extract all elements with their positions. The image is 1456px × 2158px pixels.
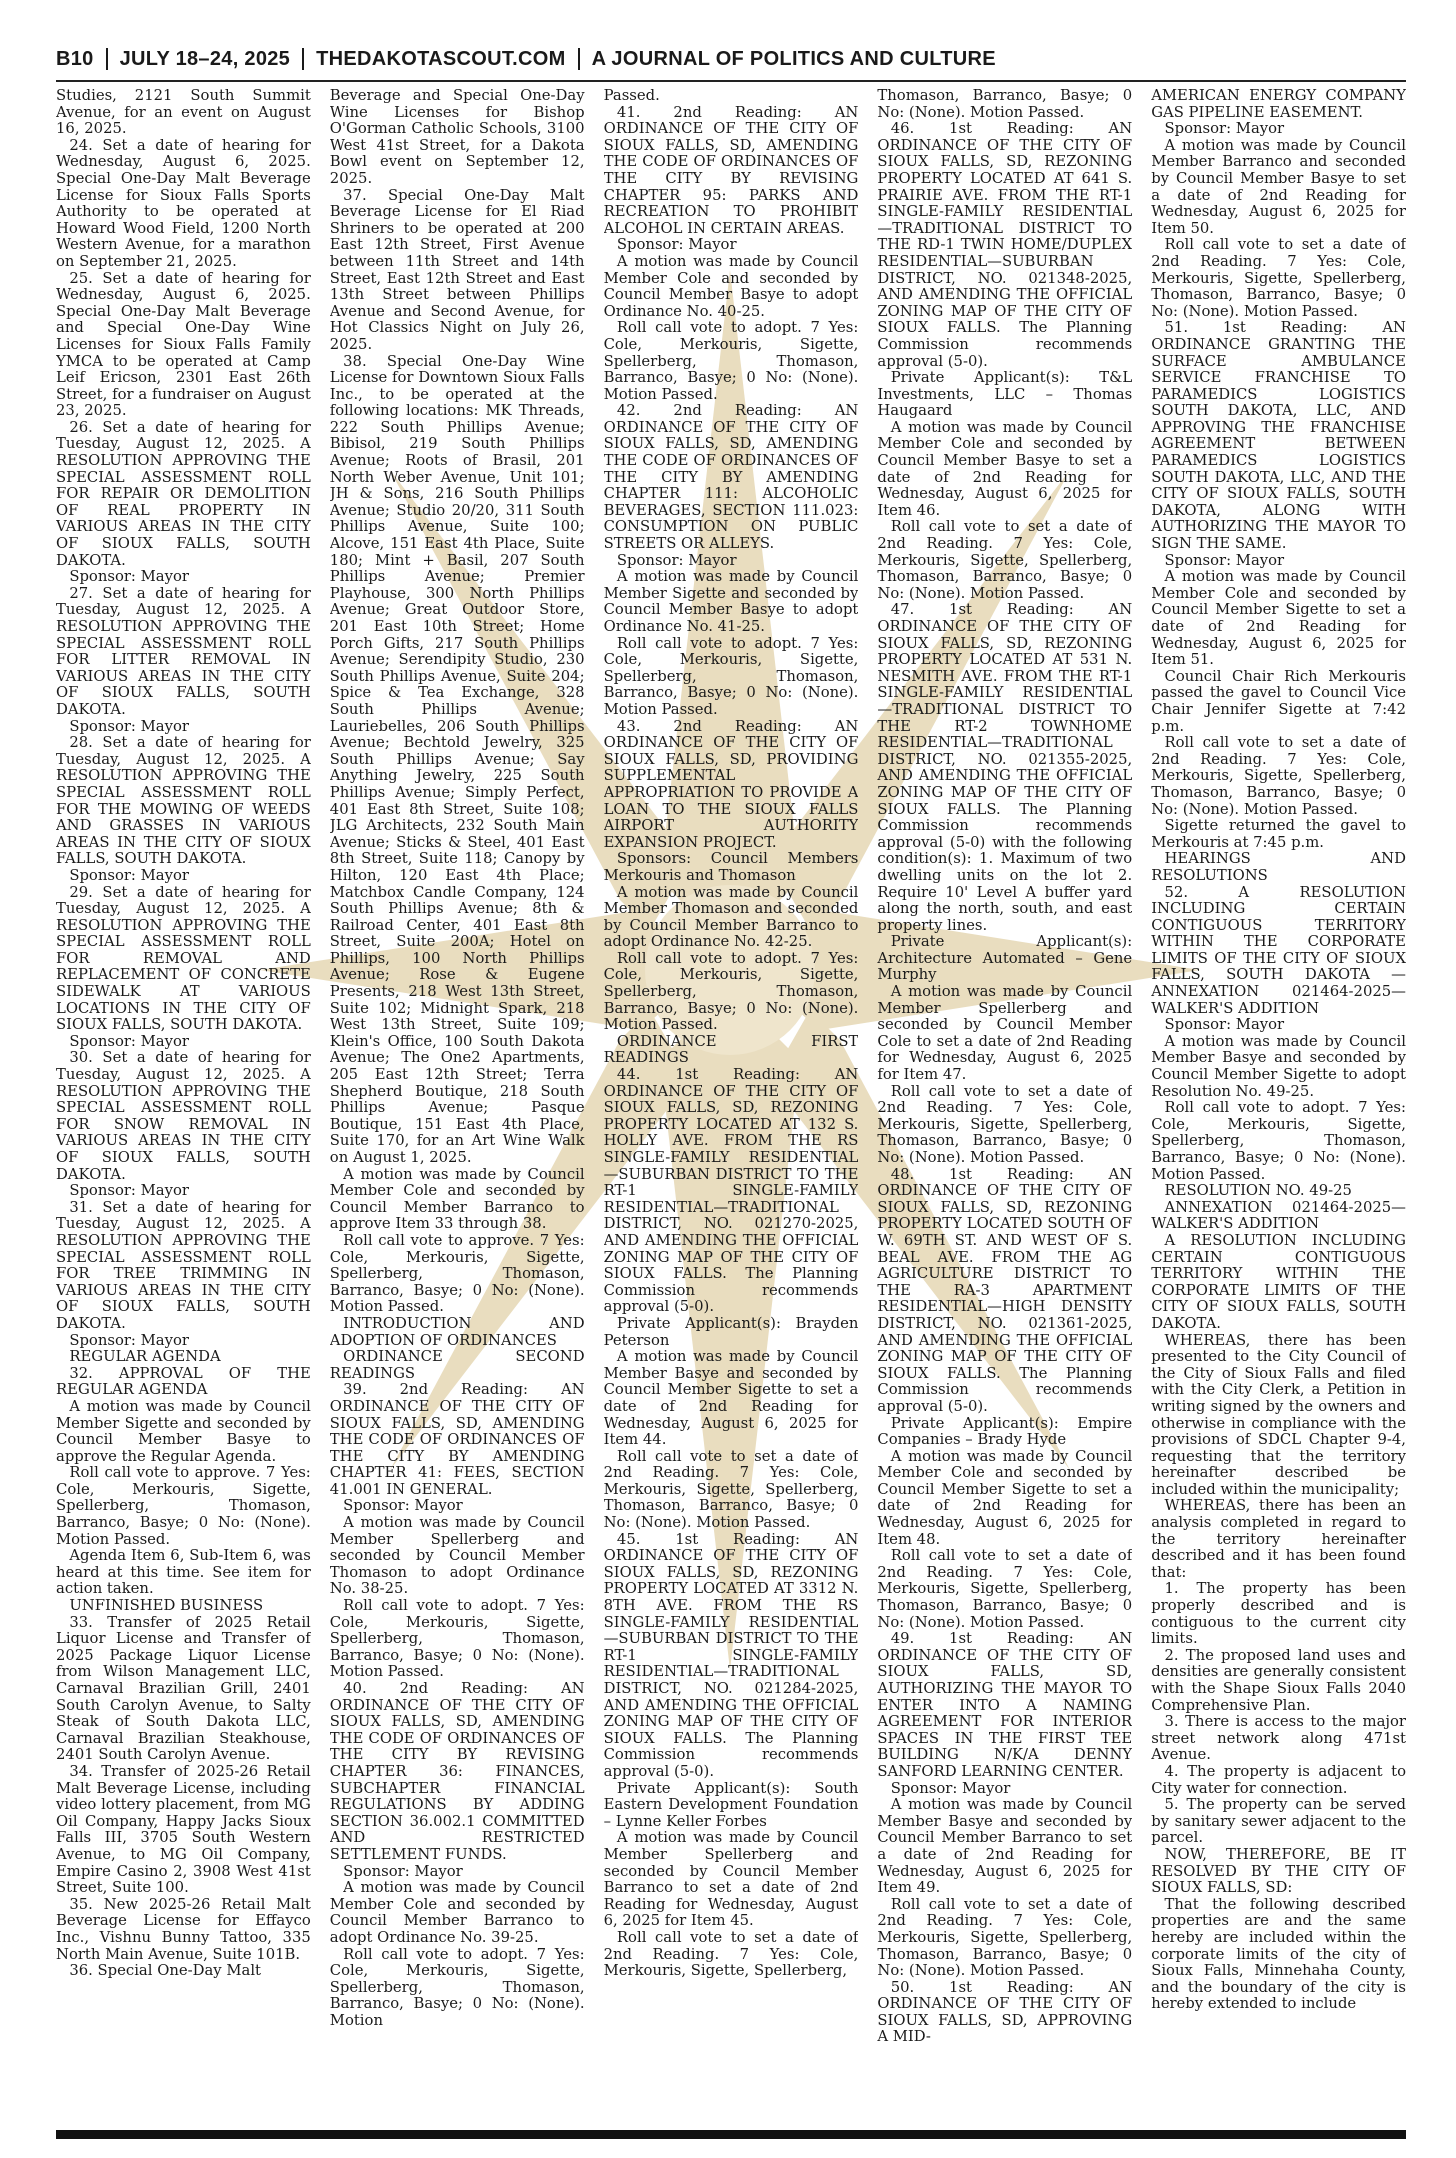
header-rule xyxy=(56,80,1406,82)
paragraph: A motion was made by Council Member Sigette and seconded by Council Member Basye to adopt Ordinance No. 41-25. xyxy=(603,568,859,635)
paragraph: A motion was made by Council Member Cole and seconded by Council Member Sigette to set a date of 2nd Reading for Wednesday, August 6, 2025 for Item 51. xyxy=(1151,568,1406,669)
paragraph: Private Applicant(s): South Eastern Development Foundation – Lynne Keller Forbes xyxy=(603,1779,859,1830)
paragraph: Sponsor: Mayor xyxy=(69,866,189,884)
paragraph: Roll call vote to set a date of 2nd Reading. 7 Yes: Cole, Merkouris, Sigette, Spellerberg, xyxy=(603,1928,859,1980)
paragraph: A motion was made by Council Member Cole and seconded by Council Member Barranco to approve Item 33 through 38. xyxy=(329,1165,585,1233)
paragraph: UNFINISHED BUSINESS xyxy=(69,1597,264,1615)
paragraph: Roll call vote to set a date of 2nd Reading. 7 Yes: Cole, Merkouris, Sigette, Spellerberg, Thomason, Barranco, Basye; 0 No: (None). Motion Passed. xyxy=(877,518,1133,602)
paragraph: A motion was made by Council Member Cole and seconded by Council Member Barranco to adopt Ordinance No. 39-25. xyxy=(329,1879,585,1946)
paragraph: 37. Special One-Day Malt Beverage License for El Riad Shriners to be operated at 200 East 12th Street, First Avenue between 11th Street and 14th Street, East 12th Street and East 13th Street between Phillips Avenue and Second Avenue, for Hot Classics Night on July 26, 2025. xyxy=(329,186,585,353)
paragraph: Sponsor: Mayor xyxy=(616,551,737,569)
paragraph: Sponsor: Mayor xyxy=(1164,1016,1285,1034)
paragraph: 50. 1st Reading: AN ORDINANCE OF THE CITY OF SIOUX FALLS, SD, APPROVING A MID- xyxy=(877,1978,1133,2046)
text-column-5 xyxy=(1151,88,1406,2124)
paragraph: 30. Set a date of hearing for Tuesday, August 12, 2025. A RESOLUTION APPROVING THE SPECIAL ASSESSMENT ROLL FOR SNOW REMOVAL IN VARIOUS AREAS IN THE CITY OF SIOUX FALLS, SOUTH DAKOTA. xyxy=(56,1049,311,1183)
paragraph: 27. Set a date of hearing for Tuesday, August 12, 2025. A RESOLUTION APPROVING THE SPECIAL ASSESSMENT ROLL FOR LITTER REMOVAL IN VARIOUS AREAS IN THE CITY OF SIOUX FALLS, SOUTH DAKOTA. xyxy=(56,584,311,718)
paragraph: Sponsor: Mayor xyxy=(616,236,737,254)
paragraph: INTRODUCTION AND ADOPTION OF ORDINANCES xyxy=(329,1314,585,1349)
paragraph: A motion was made by Council Member Cole and seconded by Council Member Basye to adopt Ordinance No. 40-25. xyxy=(603,252,859,320)
paragraph: A motion was made by Council Member Cole and seconded by Council Member Sigette to set a date of 2nd Reading for Wednesday, August 6, 2025 for Item 48. xyxy=(877,1447,1133,1548)
paragraph: 43. 2nd Reading: AN ORDINANCE OF THE CITY OF SIOUX FALLS, SD, PROVIDING SUPPLEMENTAL APPROPRIATION TO PROVIDE A LOAN TO THE SIOUX FALLS AIRPORT AUTHORITY EXPANSION PROJECT. xyxy=(603,717,859,851)
paragraph: 2. The proposed land uses and densities are generally consistent with the Shape Sioux Falls 2040 Comprehensive Plan. xyxy=(1151,1646,1406,1714)
publication-tagline: A JOURNAL OF POLITICS AND CULTURE xyxy=(591,47,996,70)
paragraph: 1. The property has been properly described and is contiguous to the current city limits. xyxy=(1151,1580,1406,1648)
paragraph: REGULAR AGENDA xyxy=(69,1348,221,1366)
paragraph: Thomason, Barranco, Basye; 0 No: (None). Motion Passed. xyxy=(877,88,1133,121)
paragraph: Roll call vote to set a date of 2nd Reading. 7 Yes: Cole, Merkouris, Sigette, Spellerberg, Thomason, Barranco, Basye; 0 No: (None). Motion Passed. xyxy=(877,1547,1133,1631)
paragraph: A motion was made by Council Member Basye and seconded by Council Member Sigette to set a date of 2nd Reading for Wednesday, August 6, 2025 for Item 44. xyxy=(603,1348,859,1449)
paragraph: WHEREAS, there has been an analysis completed in regard to the territory hereinafter described and it has been found that: xyxy=(1151,1497,1406,1581)
paragraph: 39. 2nd Reading: AN ORDINANCE OF THE CITY OF SIOUX FALLS, SD, AMENDING THE CODE OF ORDINANCES OF THE CITY BY AMENDING CHAPTER 41: FEES, SECTION 41.001 IN GENERAL. xyxy=(329,1381,585,1498)
paragraph: A motion was made by Council Member Basye and seconded by Council Member Sigette to adopt Resolution No. 49-25. xyxy=(1151,1032,1406,1100)
paragraph: Sigette returned the gavel to Merkouris at 7:45 p.m. xyxy=(1151,817,1406,851)
paragraph: Roll call vote to set a date of 2nd Reading. 7 Yes: Cole, Merkouris, Sigette, Spellerberg, Thomason, Barranco, Basye; 0 No: (None). Motion Passed. xyxy=(1151,236,1406,320)
paragraph: Agenda Item 6, Sub-Item 6, was heard at this time. See item for action taken. xyxy=(56,1547,311,1598)
paragraph: Roll call vote to set a date of 2nd Reading. 7 Yes: Cole, Merkouris, Sigette, Spellerberg, Thomason, Barranco, Basye; 0 No: (None). Motion Passed. xyxy=(877,1082,1133,1166)
paragraph: Sponsor: Mayor xyxy=(1164,551,1285,569)
paragraph: That the following described properties are and the same hereby are included within the corporate limits of the city of Sioux Falls, Minnehaha County, and the boundary of the city is hereby extended to include xyxy=(1151,1895,1406,2013)
paragraph: WHEREAS, there has been presented to the City Council of the City of Sioux Falls and filed with the City Clerk, a Petition in writing signed by the owners and otherwise in compliance with the provisions of SDCL Chapter 9-4, requesting that the territory hereinafter described be included within the municipality; xyxy=(1151,1331,1406,1498)
page-header xyxy=(56,44,1406,74)
paragraph: Sponsor: Mayor xyxy=(890,1779,1011,1797)
paragraph: 33. Transfer of 2025 Retail Liquor License and Transfer of 2025 Package Liquor License from Wilson Management LLC, Carnaval Brazilian Grill, 2401 South Carolyn Avenue, to Salty Steak of South Dakota LLC, Carnaval Brazilian Steakhouse, 2401 South Carolyn Avenue. xyxy=(56,1613,311,1764)
paragraph: 48. 1st Reading: AN ORDINANCE OF THE CITY OF SIOUX FALLS, SD, REZONING PROPERTY LOCATED SOUTH OF W. 69TH ST. AND WEST OF S. BEAL AVE. FROM THE AG AGRICULTURE DISTRICT TO THE RA-3 APARTMENT RESIDENTIAL—HIGH DENSITY DISTRICT, NO. 021361-2025, AND AMENDING THE OFFICIAL ZONING MAP OF THE CITY OF SIOUX FALLS. The Planning Commission recommends approval (5-0). xyxy=(877,1165,1133,1415)
paragraph: Private Applicant(s): Architecture Automated – Gene Murphy xyxy=(877,933,1133,984)
paragraph: Sponsor: Mayor xyxy=(343,1862,463,1880)
paragraph: Private Applicant(s): T&L Investments, LLC – Thomas Haugaard xyxy=(877,369,1133,420)
paragraph: Sponsors: Council Members Merkouris and Thomason xyxy=(603,850,859,884)
paragraph: A motion was made by Council Member Sigette and seconded by Council Member Basye to approve the Regular Agenda. xyxy=(56,1397,311,1465)
paragraph: 38. Special One-Day Wine License for Downtown Sioux Falls Inc., to be operated at the following locations: MK Threads, 222 South Phillips Avenue; Bibisol, 219 South Phillips Avenue; Roots of Brasil, 201 North Weber Avenue, Unit 101; JH & Sons, 216 South Phillips Avenue; Studio 20/20, 311 South Phillips Avenue, Suite 100; Alcove, 151 East 4th Place, Suite 180; Mint + Basil, 207 South Phillips Avenue; Premier Playhouse, 300 North Phillips Avenue; Great Outdoor Store, 201 East 10th Street; Home Porch Gifts, 217 South Phillips Avenue; Serendipity Studio, 230 South Phillips Avenue, Suite 204; Spice & Tea Exchange, 328 South Phillips Avenue; Lauriebelles, 206 South Phillips Avenue; Bechtold Jewelry, 325 South Phillips Avenue; Say Anything Jewelry, 225 South Phillips Avenue; Simply Perfect, 401 East 8th Street, Suite 108; JLG Architects, 232 South Main Avenue; Sticks & Steel, 401 East 8th Street, Suite 118; Canopy by Hilton, 120 East 4th Place; Matchbox Candle Company, 124 South Phillips Avenue; 8th & Railroad Center, 401 East 8th Street, Suite 200A; Hotel on Phillips, 100 North Phillips Avenue; Rose & Eugene Presents, 218 West 13th Street, Suite 102; Midnight Spark, 218 West 13th Street, Suite 109; Klein's Office, 100 South Dakota Avenue; The One2 Apartments, 205 East 12th Street; Terra Shepherd Boutique, 218 South Phillips Avenue; Pasque Boutique, 151 East 4th Place, Suite 170, for an Art Wine Walk on August 1, 2025. xyxy=(329,352,585,1166)
paragraph: A motion was made by Council Member Cole and seconded by Council Member Basye to set a date of 2nd Reading for Wednesday, August 6, 2025 for Item 46. xyxy=(877,418,1133,519)
paragraph: Roll call vote to approve. 7 Yes: Cole, Merkouris, Sigette, Spellerberg, Thomason, Barranco, Basye; 0 No: (None). Motion Passed. xyxy=(329,1231,585,1316)
site-name: THEDAKOTASCOUT.COM xyxy=(316,47,566,70)
text-column-3 xyxy=(604,88,859,2124)
article-columns xyxy=(56,88,1406,2124)
paragraph: A motion was made by Council Member Spellerberg and seconded by Council Member Thomason to adopt Ordinance No. 38-25. xyxy=(329,1514,585,1598)
paragraph: Private Applicant(s): Brayden Peterson xyxy=(603,1314,859,1349)
text-column-2 xyxy=(330,88,585,2124)
paragraph: Beverage and Special One-Day Wine Licenses for Bishop O'Gorman Catholic Schools, 3100 West 41st Street, for a Dakota Bowl event on September 12, 2025. xyxy=(329,88,585,187)
text-column-4 xyxy=(877,88,1132,2124)
paragraph: 34. Transfer of 2025-26 Retail Malt Beverage License, including video lottery placement, from MG Oil Company, Happy Jacks Sioux Falls III, 3705 South Western Avenue, to MG Oil Company, Empire Casino 2, 3908 West 41st Street, Suite 100. xyxy=(56,1762,311,1897)
paragraph: 29. Set a date of hearing for Tuesday, August 12, 2025. A RESOLUTION APPROVING THE SPECIAL ASSESSMENT ROLL FOR REMOVAL AND REPLACEMENT OF CONCRETE SIDEWALK AT VARIOUS LOCATIONS IN THE CITY OF SIOUX FALLS, SOUTH DAKOTA. xyxy=(56,883,311,1034)
paragraph: Council Chair Rich Merkouris passed the gavel to Council Vice Chair Jennifer Sigette at 7:42 p.m. xyxy=(1151,667,1406,735)
paragraph: A motion was made by Council Member Spellerberg and seconded by Council Member Cole to set a date of 2nd Reading for Wednesday, August 6, 2025 for Item 47. xyxy=(877,983,1133,1084)
paragraph: Studies, 2121 South Summit Avenue, for an event on August 16, 2025. xyxy=(56,88,311,138)
paragraph: Roll call vote to approve. 7 Yes: Cole, Merkouris, Sigette, Spellerberg, Thomason, Barranco, Basye; 0 No: (None). Motion Passed. xyxy=(56,1464,311,1548)
header-divider xyxy=(578,48,580,70)
paragraph: Sponsor: Mayor xyxy=(343,1497,463,1515)
text-column-1 xyxy=(56,88,311,2124)
paragraph: 3. There is access to the major street network along 471st Avenue. xyxy=(1151,1713,1406,1764)
paragraph: 24. Set a date of hearing for Wednesday, August 6, 2025. Special One-Day Malt Beverage License for Sioux Falls Sports Authority to be operated at Howard Wood Field, 1200 North Western Avenue, for a marathon on September 21, 2025. xyxy=(56,136,311,270)
paragraph: ANNEXATION 021464-2025—WALKER'S ADDITION xyxy=(1151,1198,1406,1233)
paragraph: 32. APPROVAL OF THE REGULAR AGENDA xyxy=(56,1364,311,1399)
paragraph: Roll call vote to adopt. 7 Yes: Cole, Merkouris, Sigette, Spellerberg, Thomason, Barranco, Basye; 0 No: (None). Motion Passed. xyxy=(603,319,859,403)
paragraph: ORDINANCE SECOND READINGS xyxy=(329,1348,585,1382)
paragraph: AMERICAN ENERGY COMPANY GAS PIPELINE EASEMENT. xyxy=(1151,88,1406,121)
paragraph: 52. A RESOLUTION INCLUDING CERTAIN CONTIGUOUS TERRITORY WITHIN THE CORPORATE LIMITS OF THE CITY OF SIOUX FALLS, SOUTH DAKOTA — ANNEXATION 021464-2025—WALKER'S ADDITION xyxy=(1151,883,1406,1017)
paragraph: Sponsor: Mayor xyxy=(69,1032,189,1050)
paragraph: 47. 1st Reading: AN ORDINANCE OF THE CITY OF SIOUX FALLS, SD, REZONING PROPERTY LOCATED AT 531 N. NESMITH AVE. FROM THE RT-1 SINGLE-FAMILY RESIDENTIAL—TRADITIONAL DISTRICT TO THE RT-2 TOWNHOME RESIDENTIAL—TRADITIONAL DISTRICT, NO. 021355-2025, AND AMENDING THE OFFICIAL ZONING MAP OF THE CITY OF SIOUX FALLS. The Planning Commission recommends approval (5-0) with the following condition(s): 1. Maximum of two dwelling units on the lot 2. Require 10' Level A buffer yard along the north, south, and east property lines. xyxy=(877,601,1133,934)
paragraph: Sponsor: Mayor xyxy=(69,1182,189,1200)
paragraph: 41. 2nd Reading: AN ORDINANCE OF THE CITY OF SIOUX FALLS, SD, AMENDING THE CODE OF ORDINANCES OF THE CITY BY REVISING CHAPTER 95: PARKS AND RECREATION TO PROHIBIT ALCOHOL IN CERTAIN AREAS. xyxy=(603,103,859,237)
paragraph: 28. Set a date of hearing for Tuesday, August 12, 2025. A RESOLUTION APPROVING THE SPECIAL ASSESSMENT ROLL FOR THE MOWING OF WEEDS AND GRASSES IN VARIOUS AREAS IN THE CITY OF SIOUX FALLS, SOUTH DAKOTA. xyxy=(56,734,311,868)
paragraph: A motion was made by Council Member Thomason and seconded by Council Member Barranco to adopt Ordinance No. 42-25. xyxy=(603,883,859,951)
paragraph: Private Applicant(s): Empire Companies – Brady Hyde xyxy=(877,1414,1133,1449)
paragraph: 25. Set a date of hearing for Wednesday, August 6, 2025. Special One-Day Malt Beverage and Special One-Day Wine Licenses for Sioux Falls Family YMCA to be operated at Camp Leif Ericson, 2301 East 26th Street, for a fundraiser on August 23, 2025. xyxy=(56,269,311,420)
paragraph: 49. 1st Reading: AN ORDINANCE OF THE CITY OF SIOUX FALLS, SD, AUTHORIZING THE MAYOR TO ENTER INTO A NAMING AGREEMENT FOR INTERIOR SPACES IN THE FIRST TEE BUILDING N/K/A DENNY SANFORD LEARNING CENTER. xyxy=(877,1630,1133,1780)
footer-rule xyxy=(56,2130,1406,2139)
paragraph: 40. 2nd Reading: AN ORDINANCE OF THE CITY OF SIOUX FALLS, SD, AMENDING THE CODE OF ORDINANCES OF THE CITY BY REVISING CHAPTER 36: FINANCES, SUBCHAPTER FINANCIAL REGULATIONS BY ADDING SECTION 36.002.1 COMMITTED AND RESTRICTED SETTLEMENT FUNDS. xyxy=(329,1680,585,1863)
paragraph: Passed. xyxy=(603,88,660,104)
paragraph: RESOLUTION NO. 49-25 xyxy=(1164,1182,1352,1200)
paragraph: 45. 1st Reading: AN ORDINANCE OF THE CITY OF SIOUX FALLS, SD, REZONING PROPERTY LOCATED AT 3312 N. 8TH AVE. FROM THE RS SINGLE-FAMILY RESIDENTIAL—SUBURBAN DISTRICT TO THE RT-1 SINGLE-FAMILY RESIDENTIAL—TRADITIONAL DISTRICT, NO. 021284-2025, AND AMENDING THE OFFICIAL ZONING MAP OF THE CITY OF SIOUX FALLS. The Planning Commission recommends approval (5-0). xyxy=(603,1530,859,1780)
paragraph: A motion was made by Council Member Basye and seconded by Council Member Barranco to set a date of 2nd Reading for Wednesday, August 6, 2025 for Item 49. xyxy=(877,1796,1133,1897)
paragraph: 46. 1st Reading: AN ORDINANCE OF THE CITY OF SIOUX FALLS, SD, REZONING PROPERTY LOCATED AT 641 S. PRAIRIE AVE. FROM THE RT-1 SINGLE-FAMILY RESIDENTIAL—TRADITIONAL DISTRICT TO THE RD-1 TWIN HOME/DUPLEX RESIDENTIAL—SUBURBAN DISTRICT, NO. 021348-2025, AND AMENDING THE OFFICIAL ZONING MAP OF THE CITY OF SIOUX FALLS. The Planning Commission recommends approval (5-0). xyxy=(877,120,1133,370)
paragraph: Roll call vote to adopt. 7 Yes: Cole, Merkouris, Sigette, Spellerberg, Thomason, Barranco, Basye; 0 No: (None). Motion Passed. xyxy=(603,949,859,1034)
paragraph: Sponsor: Mayor xyxy=(69,717,189,735)
paragraph: Roll call vote to adopt. 7 Yes: Cole, Merkouris, Sigette, Spellerberg, Thomason, Barranco, Basye; 0 No: (None). Motion xyxy=(329,1945,585,2029)
paragraph: HEARINGS AND RESOLUTIONS xyxy=(1151,850,1406,884)
issue-date: JULY 18–24, 2025 xyxy=(119,47,291,70)
paragraph: A motion was made by Council Member Barranco and seconded by Council Member Basye to set a date of 2nd Reading for Wednesday, August 6, 2025 for Item 50. xyxy=(1151,136,1406,237)
paragraph: Sponsor: Mayor xyxy=(69,1331,189,1349)
paragraph: ORDINANCE FIRST READINGS xyxy=(603,1032,859,1067)
paragraph: 36. Special One-Day Malt xyxy=(69,1962,262,1980)
paragraph: Sponsor: Mayor xyxy=(1164,120,1285,138)
header-divider xyxy=(106,48,108,70)
paragraph: Roll call vote to adopt. 7 Yes: Cole, Merkouris, Sigette, Spellerberg, Thomason, Barranco, Basye; 0 No: (None). Motion Passed. xyxy=(329,1597,585,1681)
paragraph: Roll call vote to set a date of 2nd Reading. 7 Yes: Cole, Merkouris, Sigette, Spellerberg, Thomason, Barranco, Basye; 0 No: (None). Motion Passed. xyxy=(1151,734,1406,818)
paragraph: Roll call vote to adopt. 7 Yes: Cole, Merkouris, Sigette, Spellerberg, Thomason, Barranco, Basye; 0 No: (None). Motion Passed. xyxy=(603,634,859,718)
paragraph: Roll call vote to set a date of 2nd Reading. 7 Yes: Cole, Merkouris, Sigette, Spellerberg, Thomason, Barranco, Basye; 0 No: (None). Motion Passed. xyxy=(877,1895,1133,1980)
paragraph: 44. 1st Reading: AN ORDINANCE OF THE CITY OF SIOUX FALLS, SD, REZONING PROPERTY LOCATED AT 132 S. HOLLY AVE. FROM THE RS SINGLE-FAMILY RESIDENTIAL—SUBURBAN DISTRICT TO THE RT-1 SINGLE-FAMILY RESIDENTIAL—TRADITIONAL DISTRICT, NO. 021270-2025, AND AMENDING THE OFFICIAL ZONING MAP OF THE CITY OF SIOUX FALLS. The Planning Commission recommends approval (5-0). xyxy=(603,1066,859,1316)
paragraph: A RESOLUTION INCLUDING CERTAIN CONTIGUOUS TERRITORY WITHIN THE CORPORATE LIMITS OF THE CITY OF SIOUX FALLS, SOUTH DAKOTA. xyxy=(1151,1231,1406,1332)
paragraph: 31. Set a date of hearing for Tuesday, August 12, 2025. A RESOLUTION APPROVING THE SPECIAL ASSESSMENT ROLL FOR TREE TRIMMING IN VARIOUS AREAS IN THE CITY OF SIOUX FALLS, SOUTH DAKOTA. xyxy=(56,1198,311,1332)
paragraph: 4. The property is adjacent to City water for connection. xyxy=(1151,1762,1406,1797)
paragraph: 42. 2nd Reading: AN ORDINANCE OF THE CITY OF SIOUX FALLS, SD, AMENDING THE CODE OF ORDINANCES OF THE CITY BY AMENDING CHAPTER 111: ALCOHOLIC BEVERAGES, SECTION 111.023: CONSUMPTION ON PUBLIC STREETS OR ALLEYS. xyxy=(603,402,859,553)
paragraph: Roll call vote to adopt. 7 Yes: Cole, Merkouris, Sigette, Spellerberg, Thomason, Barranco, Basye; 0 No: (None). Motion Passed. xyxy=(1151,1099,1406,1183)
paragraph: A motion was made by Council Member Spellerberg and seconded by Council Member Barranco to set a date of 2nd Reading for Wednesday, August 6, 2025 for Item 45. xyxy=(603,1829,859,1930)
header-divider xyxy=(302,48,304,70)
paragraph: NOW, THEREFORE, BE IT RESOLVED BY THE CITY OF SIOUX FALLS, SD: xyxy=(1151,1845,1406,1897)
paragraph: Sponsor: Mayor xyxy=(69,568,189,586)
paragraph: 51. 1st Reading: AN ORDINANCE GRANTING THE SURFACE AMBULANCE SERVICE FRANCHISE TO PARAMEDICS LOGISTICS SOUTH DAKOTA, LLC, AND APPROVING THE FRANCHISE AGREEMENT BETWEEN PARAMEDICS LOGISTICS SOUTH DAKOTA, LLC, AND THE CITY OF SIOUX FALLS, SOUTH DAKOTA, ALONG WITH AUTHORIZING THE MAYOR TO SIGN THE SAME. xyxy=(1151,319,1406,553)
page-number: B10 xyxy=(56,47,94,70)
paragraph: 26. Set a date of hearing for Tuesday, August 12, 2025. A RESOLUTION APPROVING THE SPECIAL ASSESSMENT ROLL FOR REPAIR OR DEMOLITION OF REAL PROPERTY IN VARIOUS AREAS IN THE CITY OF SIOUX FALLS, SOUTH DAKOTA. xyxy=(56,418,311,569)
paragraph: 35. New 2025-26 Retail Malt Beverage License for Effayco Inc., Vishnu Bunny Tattoo, 335 North Main Avenue, Suite 101B. xyxy=(56,1895,311,1963)
paragraph: 5. The property can be served by sanitary sewer adjacent to the parcel. xyxy=(1151,1796,1406,1847)
paragraph: Roll call vote to set a date of 2nd Reading. 7 Yes: Cole, Merkouris, Sigette, Spellerberg, Thomason, Barranco, Basye; 0 No: (None). Motion Passed. xyxy=(603,1447,859,1532)
